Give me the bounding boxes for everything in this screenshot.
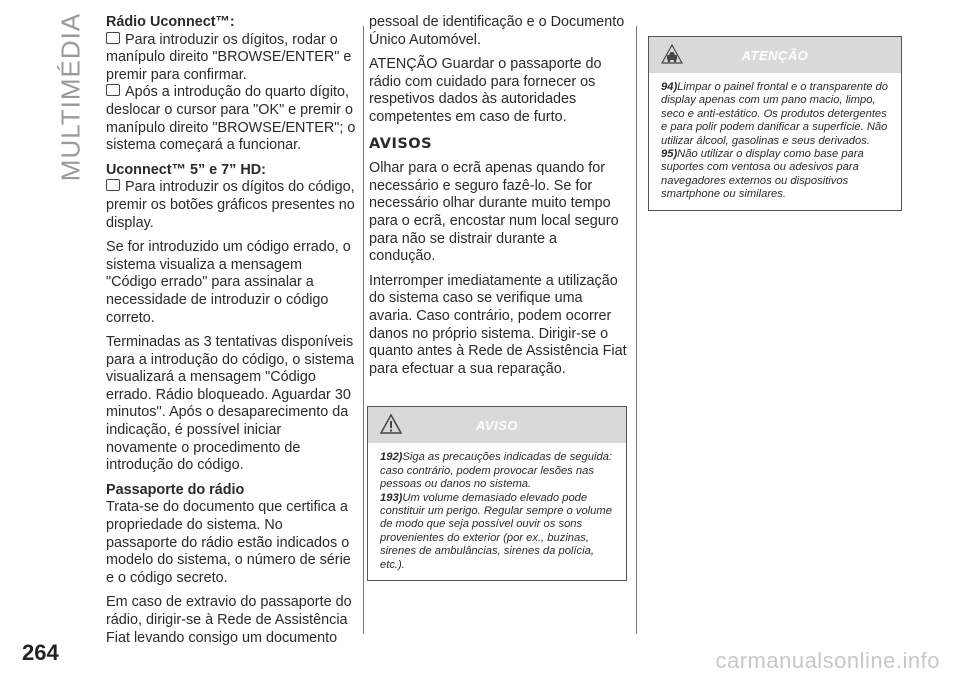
- step-item: Para introduzir os dígitos do código, premir os botões gráficos presentes no display.: [106, 179, 355, 231]
- step-item: Após a introdução do quarto dígito, deslocar o cursor para "OK" e premir o manípulo direito "BROWSE/ENTER"; o sistema começará a funcionar.: [106, 84, 356, 154]
- paragraph: pessoal de identificação e o Documento Único Automóvel.: [369, 14, 625, 48]
- paragraph: ATENÇÃO Guardar o passaporte do rádio com cuidado para fornecer os respetivos dados às autoridades competentes em caso de furto.: [369, 56, 602, 125]
- heading-uconnect: Uconnect™ 5” e 7” HD:: [106, 161, 266, 178]
- column-middle: [369, 14, 627, 581]
- note-item: 192)Siga as precauções indicadas de seguida: caso contrário, podem provocar lesões nas pessoas ou danos no sistema.: [380, 451, 613, 491]
- section-title: MULTIMÉDIA: [55, 12, 86, 182]
- column-left: [106, 14, 356, 647]
- step-bullet-icon: [106, 32, 120, 44]
- note-item: 193)Um volume demasiado elevado pode constituir um perigo. Regular sempre o volume de modo que seja possível ouvir os sons provenientes do exterior (por ex., buzinas, sirenes de ambulâncias, sirenes da polícia, etc.).: [380, 491, 612, 571]
- paragraph: Terminadas as 3 tentativas disponíveis para a introdução do código, o sistema visualizará a mensagem "Código errado. Rádio bloqueado. Aguardar 30 minutos''. Após o desaparecimento da indicação, é possível iniciar novamente o procedimento de introdução do código.: [106, 334, 354, 474]
- paragraph: Em caso de extravio do passaporte do rádio, dirigir-se à Rede de Assistência Fiat levando consigo um documento: [106, 594, 352, 646]
- paragraph: Olhar para o ecrã apenas quando for necessário e seguro fazê-lo. Se for necessário olhar durante muito tempo para o ecrã, encostar num local seguro para não se distrair durante a condução.: [369, 160, 619, 265]
- step-item: Para introduzir os dígitos, rodar o manípulo direito "BROWSE/ENTER" e premir para confirmar.: [106, 31, 352, 83]
- paragraph: Se for introduzido um código errado, o sistema visualiza a mensagem "Código errado" para assinalar a necessidade de introduzir o código correto.: [106, 239, 351, 326]
- heading-radio: Rádio Uconnect™:: [106, 14, 235, 30]
- heading-passport: Passaporte do rádio: [106, 481, 245, 498]
- atencao-box-title: ATENÇÃO: [741, 48, 809, 63]
- column-right: [648, 36, 900, 211]
- aviso-box-header: [368, 407, 626, 443]
- heading-avisos: AVISOS: [369, 135, 433, 152]
- step-bullet-icon: [106, 84, 120, 96]
- atencao-box: [648, 36, 902, 211]
- page-number: 264: [22, 640, 59, 665]
- paragraph: Interromper imediatamente a utilização do sistema caso se verifique uma avaria. Caso contrário, podem ocorrer danos no próprio sistema. Dirigir-se o quanto antes à Rede de Assistência Fiat para efectuar a sua reparação.: [369, 272, 627, 377]
- aviso-box: [367, 406, 627, 581]
- aviso-box-title: AVISO: [476, 418, 518, 434]
- note-item: 94)Limpar o painel frontal e o transparente do display apenas com um pano macio, limpo, seco e anti-estático. Os produtos detergentes e para polir podem danificar a superfície. Não utilizar álcool, gasolinas e seus derivados.: [661, 81, 889, 147]
- atencao-box-body: [649, 73, 901, 210]
- paragraph: Trata-se do documento que certifica a propriedade do sistema. No passaporte do rádio estão indicados o modelo do sistema, o número de série e o código secreto.: [106, 499, 351, 586]
- step-bullet-icon: [106, 179, 120, 191]
- watermark: carmanualsonline.info: [715, 648, 940, 673]
- column-divider: [363, 26, 364, 634]
- atencao-box-header: [649, 37, 901, 73]
- column-divider: [636, 26, 637, 634]
- note-item: 95)Não utilizar o display como base para suportes com ventosa ou adesivos para navegadores externos ou dispositivos smartphone ou similares.: [661, 148, 864, 201]
- aviso-box-body: [368, 443, 626, 580]
